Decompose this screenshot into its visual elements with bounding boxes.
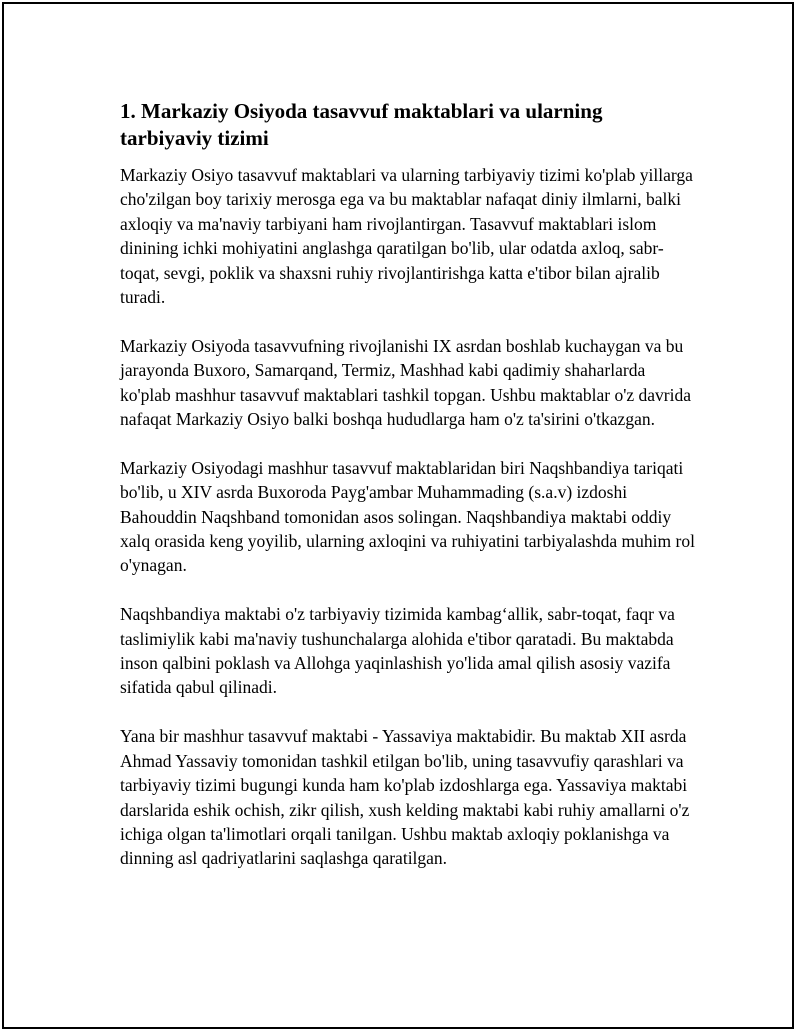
paragraph-development: Markaziy Osiyoda tasavvufning rivojlanishi IX asrdan boshlab kuchaygan va bu jarayonda Buxoro, Samarqand, Termiz, Mashhad kabi qadimiy shaharlarda ko'plab mashhur tasavvuf maktablari tashkil topgan. Ushbu maktablar o'z davrida nafaqat Markaziy Osiyo balki boshqa hududlarga ham o'z ta'sirini o'tkazgan. xyxy=(120,335,692,430)
paragraph-naqshbandiya-origin: Markaziy Osiyodagi mashhur tasavvuf maktablaridan biri Naqshbandiya tariqati bo'lib, u XIV asrda Buxoroda Payg'ambar Muhammading (s.a.v) izdoshi Bahouddin Naqshband tomonidan asos solingan. Naqshbandiya maktabi oddiy xalq orasida keng yoyilib, ularning axloqini va ruhiyatini tarbiyalashda muhim rol o'ynagan. xyxy=(120,457,695,576)
document-body xyxy=(120,98,696,895)
paragraph-yassaviya: Yana bir mashhur tasavvuf maktabi - Yassaviya maktabidir. Bu maktab XII asrda Ahmad Yassaviy tomonidan tashkil etilgan bo'lib, uning tasavvufiy qarashlari va tarbiyaviy tizimi bugungi kunda ham ko'plab izdoshlarga ega. Yassaviya maktabi darslarida eshik ochish, zikr qilish, xush kelding maktabi kabi ruhiy amallarni o'z ichiga olgan ta'limotlari orqali tanilgan. Ushbu maktab axloqiy poklanishga va dinning asl qadriyatlarini saqlashga qaratilgan. xyxy=(120,726,690,869)
paragraph-intro: Markaziy Osiyo tasavvuf maktablari va ularning tarbiyaviy tizimi ko'plab yillarga cho'zilgan boy tarixiy merosga ega va bu maktablar nafaqat diniy ilmlarni, balki axloqiy va ma'naviy tarbiyani ham rivojlantirgan. Tasavvuf maktablari islom dinining ichki mohiyatini anglashga qaratilgan bo'lib, ular odatda axloq, sabr-toqat, sevgi, poklik va shaxsni ruhiy rivojlantirishga katta e'tibor bilan ajralib turadi. xyxy=(120,165,693,308)
page-frame xyxy=(2,2,794,1029)
paragraph-naqshbandiya-education: Naqshbandiya maktabi o'z tarbiyaviy tizimida kambag‘allik, sabr-toqat, faqr va taslimiylik kabi ma'naviy tushunchalarga alohida e'tibor qaratadi. Bu maktabda inson qalbini poklash va Allohga yaqinlashish yo'lida amal qilish asosiy vazifa sifatida qabul qilinadi. xyxy=(120,604,675,698)
section-heading: 1. Markaziy Osiyoda tasavvuf maktablari va ularning tarbiyaviy tizimi xyxy=(120,99,603,150)
